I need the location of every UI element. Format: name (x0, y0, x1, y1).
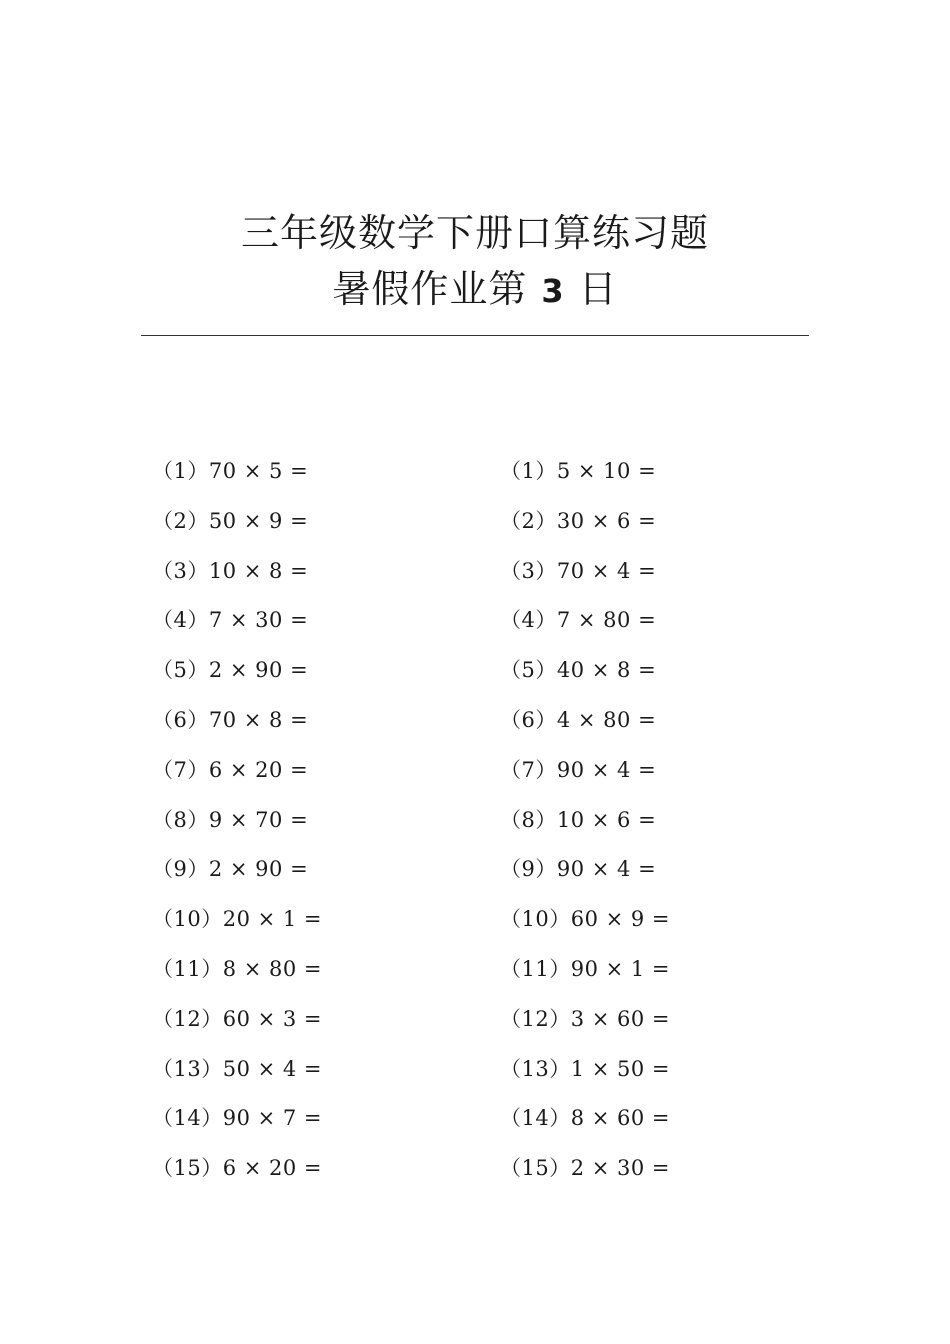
right-column (500, 448, 670, 1195)
problem-item: （8）10 × 6 = (500, 807, 657, 832)
problem-item: （4）7 × 80 = (500, 608, 657, 633)
problem-item: （7）6 × 20 = (152, 757, 309, 782)
problem-item: （10）20 × 1 = (152, 907, 323, 932)
problem-item: （13）50 × 4 = (152, 1056, 323, 1081)
left-column (152, 448, 322, 1195)
problem-item: （14）90 × 7 = (152, 1106, 323, 1131)
problem-item: （8）9 × 70 = (152, 807, 309, 832)
title-line-2 (0, 261, 950, 319)
problem-item: （2）50 × 9 = (152, 508, 309, 533)
problem-item: （9）90 × 4 = (500, 857, 657, 882)
problem-item: （13）1 × 50 = (500, 1056, 671, 1081)
problem-item: （11）8 × 80 = (152, 956, 323, 981)
problem-item: （5）2 × 90 = (152, 658, 309, 683)
problem-item: （14）8 × 60 = (500, 1106, 671, 1131)
problem-item: （12）3 × 60 = (500, 1006, 671, 1031)
problem-item: （6）4 × 80 = (500, 707, 657, 732)
problem-item: （3）70 × 4 = (500, 558, 657, 583)
problem-item: （15）2 × 30 = (500, 1156, 671, 1181)
title-suffix: 日 (578, 267, 618, 311)
problem-item: （3）10 × 8 = (152, 558, 309, 583)
title-prefix: 暑假作业第 (332, 267, 528, 311)
problem-item: （2）30 × 6 = (500, 508, 657, 533)
problem-item: （9）2 × 90 = (152, 857, 309, 882)
day-number: 3 (541, 272, 565, 310)
problem-item: （7）90 × 4 = (500, 757, 657, 782)
problem-item: （6）70 × 8 = (152, 707, 309, 732)
problem-item: （15）6 × 20 = (152, 1156, 323, 1181)
problem-item: （1）70 × 5 = (152, 459, 309, 483)
page-title (0, 205, 950, 319)
problem-item: （12）60 × 3 = (152, 1006, 323, 1031)
problem-item: （4）7 × 30 = (152, 608, 309, 633)
problem-item: （5）40 × 8 = (500, 658, 657, 683)
problem-item: （1）5 × 10 = (500, 459, 657, 483)
problem-item: （11）90 × 1 = (500, 956, 671, 981)
problem-item: （10）60 × 9 = (500, 907, 671, 932)
title-line-1: 三年级数学下册口算练习题 (240, 211, 709, 255)
title-divider (141, 335, 809, 336)
